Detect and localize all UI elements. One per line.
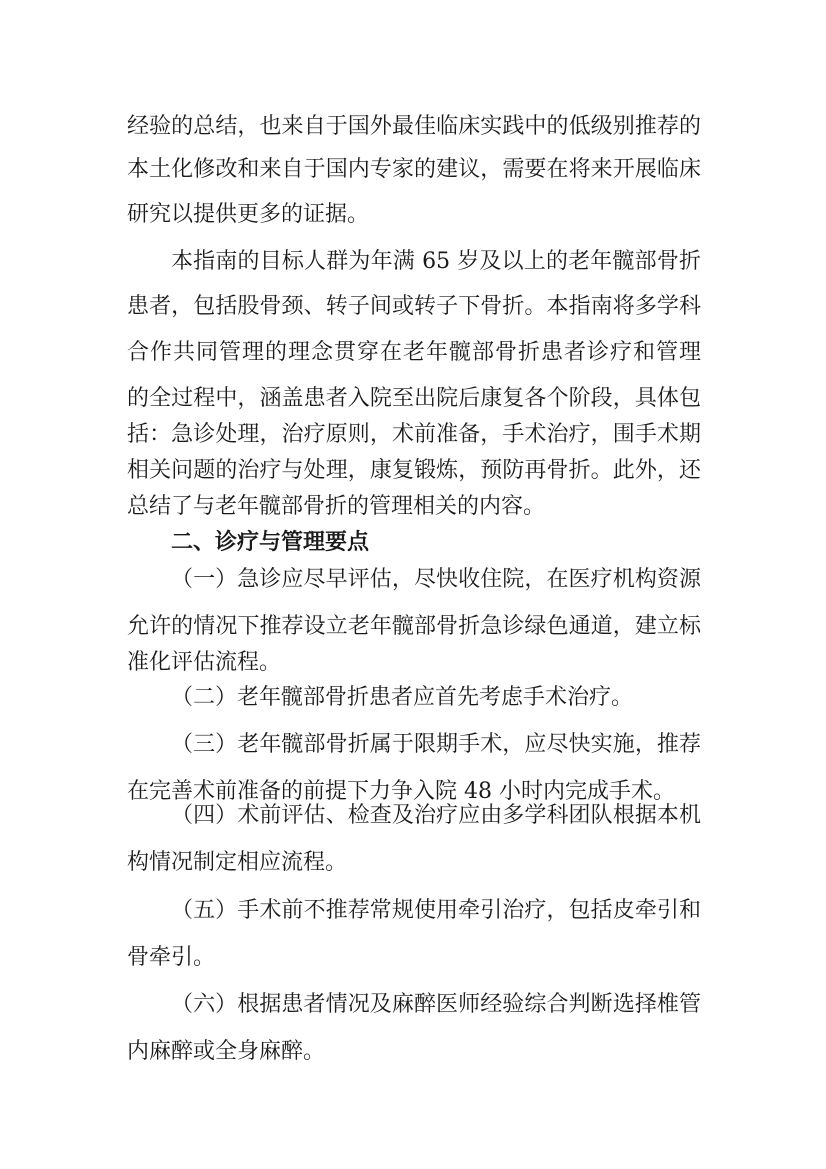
text-line: 骨牵引。 xyxy=(127,945,216,970)
text-line: （五）手术前不推荐常规使用牵引治疗，包括皮牵引和 xyxy=(171,898,701,923)
text-line: （六）根据患者情况及麻醉医师经验综合判断选择椎管 xyxy=(171,992,701,1017)
text-line: 在完善术前准备的前提下力争入院 48 小时内完成手术。 xyxy=(127,779,675,804)
text-line: 括：急诊处理，治疗原则，术前准备，手术治疗，围手术期 xyxy=(127,422,701,447)
text-line: 准化评估流程。 xyxy=(127,650,282,675)
text-line: （二）老年髋部骨折患者应首先考虑手术治疗。 xyxy=(171,685,634,710)
text-line: 的全过程中，涵盖患者入院至出院后康复各个阶段，具体包 xyxy=(127,386,701,411)
text-line: 允许的情况下推荐设立老年髋部骨折急诊绿色通道，建立标 xyxy=(127,614,701,639)
text-line: 经验的总结，也来自于国外最佳临床实践中的低级别推荐的 xyxy=(127,114,701,139)
text-line: 内麻醉或全身麻醉。 xyxy=(127,1039,326,1064)
text-line: 患者，包括股骨颈、转子间或转子下骨折。本指南将多学科 xyxy=(127,294,701,319)
text-line: 总结了与老年髋部骨折的管理相关的内容。 xyxy=(127,494,546,519)
text-line: （一）急诊应尽早评估，尽快收住院，在医疗机构资源 xyxy=(171,567,701,592)
text-line: 构情况制定相应流程。 xyxy=(127,850,348,875)
text-line: 相关问题的治疗与处理，康复锻炼，预防再骨折。此外，还 xyxy=(127,458,701,483)
text-line: 本指南的目标人群为年满 65 岁及以上的老年髋部骨折 xyxy=(171,249,701,274)
section-heading: 二、诊疗与管理要点 xyxy=(171,530,370,555)
text-line: （三）老年髋部骨折属于限期手术，应尽快实施，推荐 xyxy=(171,732,701,757)
text-line: 合作共同管理的理念贯穿在老年髋部骨折患者诊疗和管理 xyxy=(127,340,701,365)
text-line: （四）术前评估、检查及治疗应由多学科团队根据本机 xyxy=(171,803,701,828)
text-line: 研究以提供更多的证据。 xyxy=(127,202,370,227)
text-line: 本土化修改和来自于国内专家的建议，需要在将来开展临床 xyxy=(127,157,701,182)
